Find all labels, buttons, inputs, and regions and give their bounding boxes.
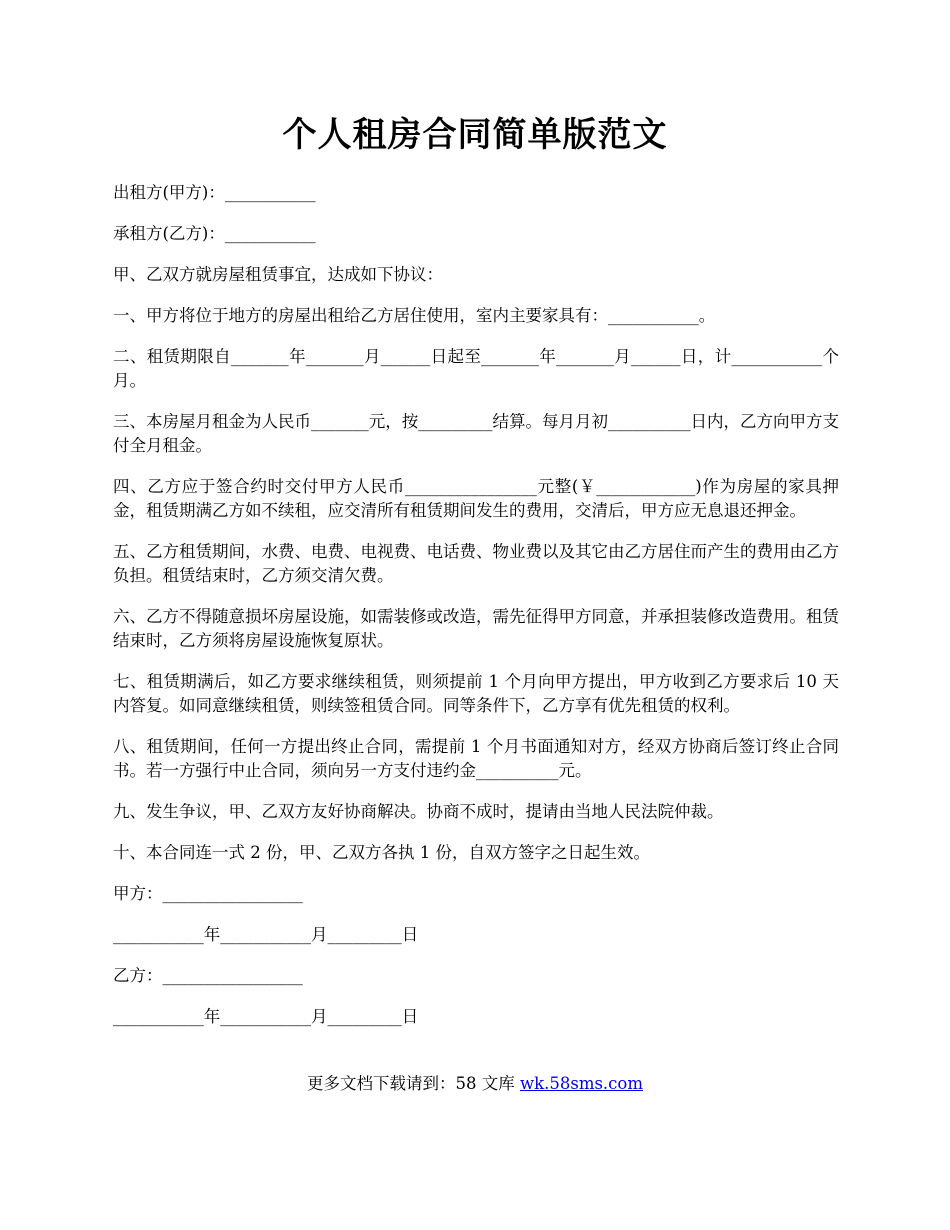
document-body (113, 181, 839, 1046)
footer (0, 1072, 950, 1096)
footer-text: 更多文档下载请到：58 文库 (306, 1074, 520, 1093)
clause-5: 五、乙方租赁期间，水费、电费、电视费、电话费、物业费以及其它由乙方居住而产生的费用由乙方负担。租赁结束时，乙方须交清欠费。 (113, 542, 839, 585)
party-a-signature: 甲方：_________________ (113, 884, 303, 903)
document-title: 个人租房合同简单版范文 (282, 115, 668, 155)
party-b-date: ___________年___________月_________日 (113, 1007, 419, 1026)
clause-8: 八、租赁期间，任何一方提出终止合同，需提前 1 个月书面通知对方，经双方协商后签订终止合同书。若一方强行中止合同，须向另一方支付违约金__________元。 (113, 737, 839, 780)
footer-link[interactable]: wk.58sms.com (519, 1074, 643, 1093)
clause-6: 六、乙方不得随意损坏房屋设施，如需装修或改造，需先征得甲方同意，并承担装修改造费用。租赁结束时，乙方须将房屋设施恢复原状。 (113, 607, 839, 650)
tenant-line: 承租方(乙方)：___________ (113, 224, 316, 243)
party-a-date: ___________年___________月_________日 (113, 925, 419, 944)
landlord-line: 出租方(甲方)：___________ (113, 183, 316, 202)
clause-2: 二、租赁期限自_______年_______月______日起至_______年_______月______日，计___________个月。 (113, 347, 839, 390)
party-b-signature: 乙方：_________________ (113, 966, 303, 985)
clause-4: 四、乙方应于签合约时交付甲方人民币________________元整(￥____________)作为房屋的家具押金，租赁期满乙方如不续租，应交清所有租赁期间发生的费用，交清后，甲方应无息退还押金。 (113, 477, 839, 520)
clause-3: 三、本房屋月租金为人民币_______元，按_________结算。每月月初__________日内，乙方向甲方支付全月租金。 (113, 412, 839, 455)
agreement-intro: 甲、乙双方就房屋租赁事宜，达成如下协议： (113, 265, 443, 284)
clause-7: 七、租赁期满后，如乙方要求继续租赁，则须提前 1 个月向甲方提出，甲方收到乙方要求后 10 天内答复。如同意继续租赁，则续签租赁合同。同等条件下，乙方享有优先租赁的权利。 (113, 672, 839, 715)
clause-9: 九、发生争议，甲、乙双方友好协商解决。协商不成时，提请由当地人民法院仲裁。 (113, 802, 724, 821)
clause-10: 十、本合同连一式 2 份，甲、乙双方各执 1 份，自双方签字之日起生效。 (113, 843, 650, 862)
clause-1: 一、甲方将位于地方的房屋出租给乙方居住使用，室内主要家具有：___________。 (113, 306, 716, 325)
